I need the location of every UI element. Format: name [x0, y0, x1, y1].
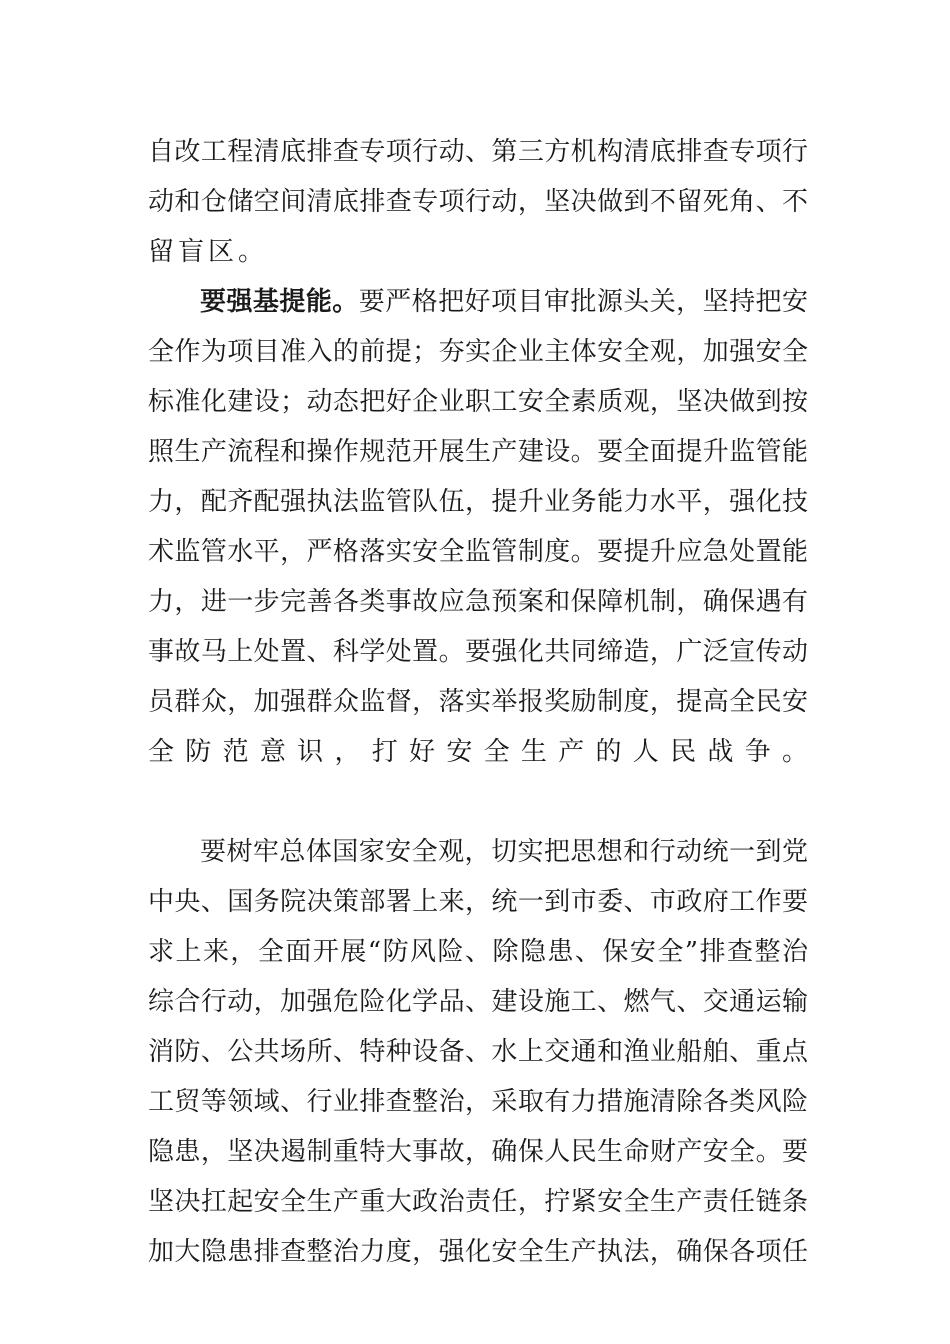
- body-text-line: 工贸等领域、行业排查整治，采取有力措施清除各类风险: [148, 1087, 808, 1117]
- body-text-line: 加大隐患排查整治力度，强化安全生产执法，确保各项任: [148, 1237, 808, 1267]
- body-text-line: 坚决扛起安全生产重大政治责任，拧紧安全生产责任链条: [148, 1187, 808, 1217]
- body-text-line: 动和仓储空间清底排查专项行动，坚决做到不留死角、不: [148, 187, 808, 217]
- body-text-line: 全作为项目准入的前提；夯实企业主体安全观，加强安全: [148, 337, 808, 367]
- body-text-line: 自改工程清底排查专项行动、第三方机构清底排查专项行: [148, 137, 808, 167]
- body-text-line: 要树牢总体国家安全观，切实把思想和行动统一到党: [200, 837, 808, 867]
- body-text-line: 隐患，坚决遏制重特大事故，确保人民生命财产安全。要: [148, 1137, 808, 1167]
- body-text-span: 要严格把好项目审批源头关，坚持把安: [358, 287, 808, 317]
- body-text-line: 事故马上处置、科学处置。要强化共同缔造，广泛宣传动: [148, 637, 808, 667]
- body-text-line: [200, 282, 808, 322]
- body-text-line: 力，进一步完善各类事故应急预案和保障机制，确保遇有: [148, 587, 808, 617]
- body-text-line: 员群众，加强群众监督，落实举报奖励制度，提高全民安: [148, 687, 808, 717]
- body-text-line: [148, 782, 808, 822]
- body-text-line: 术监管水平，严格落实安全监管制度。要提升应急处置能: [148, 537, 808, 567]
- body-text-line: 标准化建设；动态把好企业职工安全素质观，坚决做到按: [148, 387, 808, 417]
- body-text-line: 力，配齐配强执法监管队伍，提升业务能力水平，强化技: [148, 487, 808, 517]
- body-text-line: 综合行动，加强危险化学品、建设施工、燃气、交通运输: [148, 987, 808, 1017]
- body-text-line: 求上来，全面开展“防风险、除隐患、保安全”排查整治: [148, 937, 808, 967]
- body-text-line: 留盲区。: [148, 237, 269, 267]
- body-text-line: 消防、公共场所、特种设备、水上交通和渔业船舶、重点: [148, 1037, 808, 1067]
- body-text-line: 照生产流程和操作规范开展生产建设。要全面提升监管能: [148, 437, 808, 467]
- paragraph-lead-heading: 要强基提能。: [200, 287, 359, 317]
- body-text-line: 全防范意识，打好安全生产的人民战争。: [148, 737, 808, 767]
- body-text-line: 中央、国务院决策部署上来，统一到市委、市政府工作要: [148, 887, 808, 917]
